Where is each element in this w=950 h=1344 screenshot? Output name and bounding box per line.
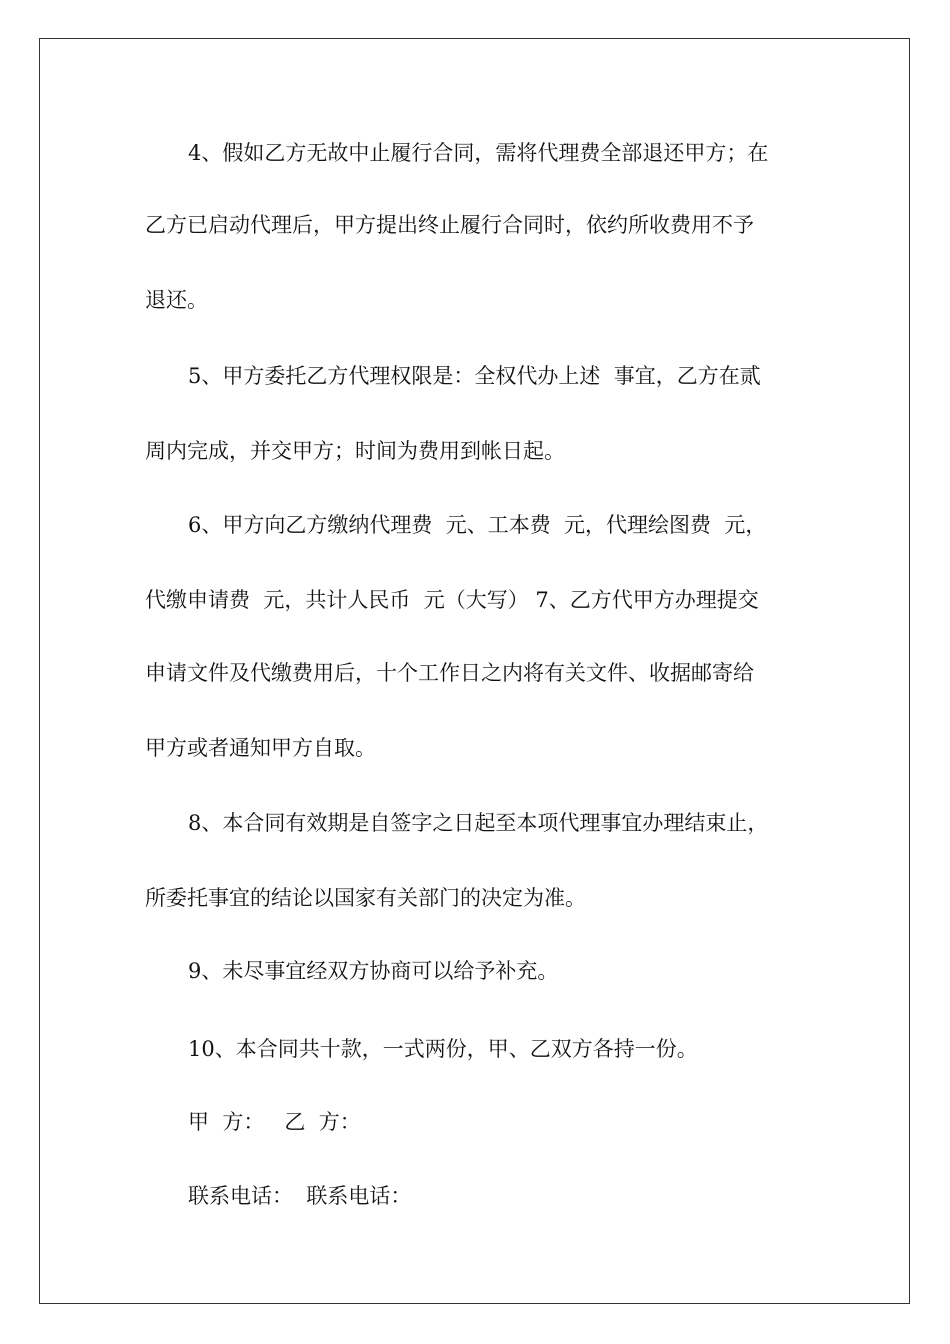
clause-8-line-2: 所委托事宜的结论以国家有关部门的决定为准。 bbox=[145, 886, 586, 910]
contact-phones: 联系电话： 联系电话： bbox=[188, 1184, 412, 1208]
clause-4-line-3: 退还。 bbox=[145, 288, 208, 312]
clause-4-line-1: 4、假如乙方无故中止履行合同，需将代理费全部退还甲方；在 bbox=[188, 141, 769, 165]
clause-8-line-1: 8、本合同有效期是自签字之日起至本项代理事宜办理结束止， bbox=[188, 811, 769, 835]
clause-4-line-2: 乙方已启动代理后，甲方提出终止履行合同时，依约所收费用不予 bbox=[145, 213, 754, 237]
clause-7-line-3: 甲方或者通知甲方自取。 bbox=[145, 736, 376, 760]
clause-6-line-1: 6、甲方向乙方缴纳代理费 元、工本费 元，代理绘图费 元， bbox=[188, 513, 767, 537]
clause-9: 9、未尽事宜经双方协商可以给予补充。 bbox=[188, 959, 559, 983]
clause-5-line-1: 5、甲方委托乙方代理权限是：全权代办上述 事宜，乙方在贰 bbox=[188, 364, 761, 388]
clause-5-line-2: 周内完成，并交甲方；时间为费用到帐日起。 bbox=[145, 439, 565, 463]
clause-10: 10、本合同共十款，一式两份，甲、乙双方各持一份。 bbox=[188, 1037, 698, 1061]
clause-6-line-2: 代缴申请费 元，共计人民币 元（大写） 7、乙方代甲方办理提交 bbox=[145, 588, 759, 612]
clause-7-line-2: 申请文件及代缴费用后，十个工作日之内将有关文件、收据邮寄给 bbox=[145, 661, 754, 685]
signature-parties: 甲 方： 乙 方： bbox=[188, 1110, 361, 1134]
